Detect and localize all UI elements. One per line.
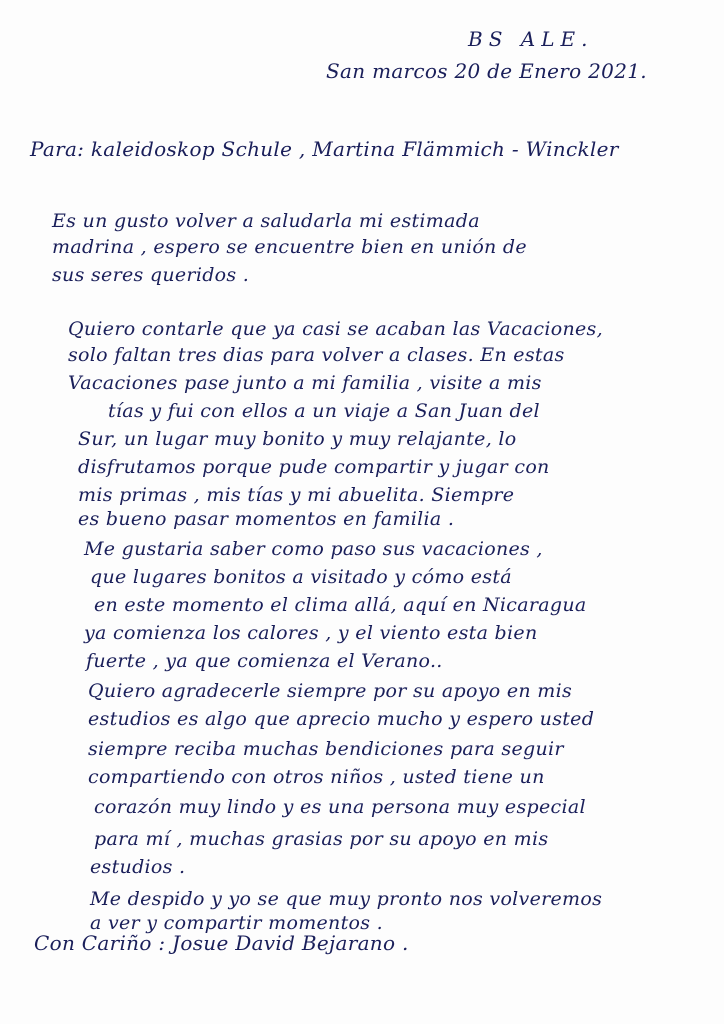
body-line: Vacaciones pase junto a mi familia , visite a mis	[68, 372, 542, 394]
body-line: compartiendo con otros niños , usted tiene un	[88, 766, 545, 788]
body-line: es bueno pasar momentos en familia .	[78, 508, 455, 530]
body-line: siempre reciba muchas bendiciones para seguir	[88, 738, 564, 760]
body-line: en este momento el clima allá, aquí en Nicaragua	[94, 594, 587, 616]
greeting-line: Es un gusto volver a saludarla mi estimada	[52, 210, 480, 232]
body-line: a ver y compartir momentos .	[90, 912, 384, 934]
greeting-line: madrina , espero se encuentre bien en unión de	[52, 236, 527, 258]
body-line: corazón muy lindo y es una persona muy especial	[94, 796, 586, 818]
header-id: BS ALE.	[468, 27, 594, 51]
letter-date: San marcos 20 de Enero 2021.	[326, 59, 647, 83]
greeting-line: sus seres queridos .	[52, 264, 250, 286]
body-line: Me gustaria saber como paso sus vacaciones ,	[84, 538, 543, 560]
body-line: que lugares bonitos a visitado y cómo está	[90, 566, 512, 588]
body-line: ya comienza los calores , y el viento esta bien	[84, 622, 538, 644]
body-line: mis primas , mis tías y mi abuelita. Siempre	[78, 484, 515, 506]
body-line: para mí , muchas grasias por su apoyo en mis	[94, 828, 549, 850]
recipient-line: Para: kaleidoskop Schule , Martina Flämmich - Winckler	[30, 137, 619, 161]
body-line: fuerte , ya que comienza el Verano..	[86, 650, 443, 672]
body-line: Me despido y yo se que muy pronto nos volveremos	[90, 888, 603, 910]
body-line: solo faltan tres dias para volver a clases. En estas	[68, 344, 565, 366]
body-line: Quiero agradecerle siempre por su apoyo en mis	[88, 680, 573, 702]
body-line: Sur, un lugar muy bonito y muy relajante, lo	[78, 428, 517, 450]
body-line: estudios .	[90, 856, 186, 878]
signature: Con Cariño : Josue David Bejarano .	[34, 931, 409, 955]
body-line: Quiero contarle que ya casi se acaban las Vacaciones,	[68, 318, 603, 340]
body-line: disfrutamos porque pude compartir y jugar con	[78, 456, 550, 478]
body-line: tías y fui con ellos a un viaje a San Juan del	[108, 400, 540, 422]
body-line: estudios es algo que aprecio mucho y espero usted	[88, 708, 595, 730]
